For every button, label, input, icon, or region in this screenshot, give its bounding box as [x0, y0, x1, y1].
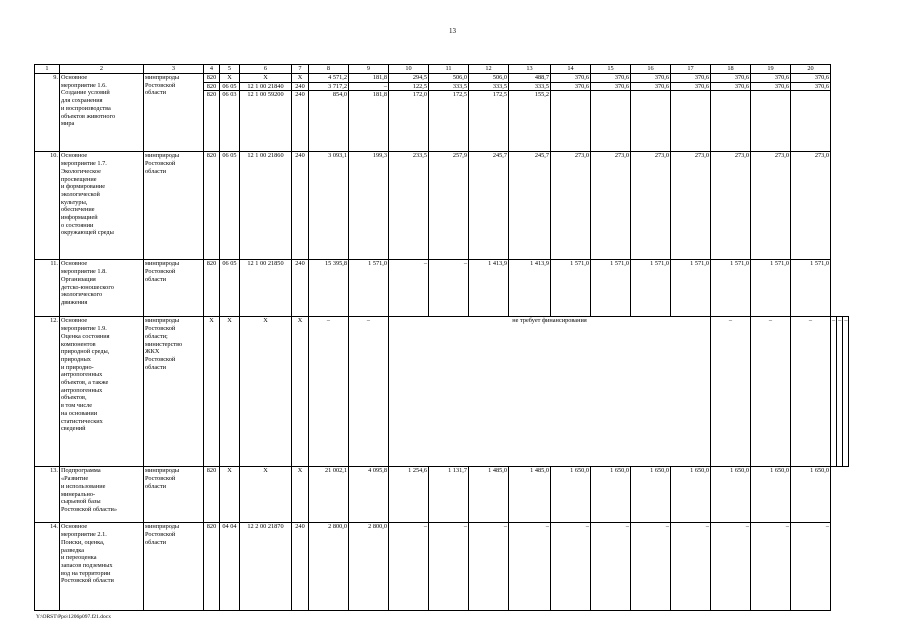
value-cell: 333,5 — [469, 82, 509, 91]
value-cell: 199,3 — [349, 152, 389, 260]
executor-cell — [144, 152, 204, 260]
activity-name-line: Ростовской области» — [61, 505, 118, 513]
value-cell: 370,6 — [671, 82, 711, 91]
table-row — [35, 523, 849, 611]
executor-line: Ростовской — [145, 268, 176, 276]
value-cell: 370,6 — [791, 82, 831, 91]
executor-line: области — [145, 482, 167, 490]
column-number: 1 — [35, 65, 60, 74]
value-cell: 1 485,0 — [469, 467, 509, 523]
activity-name-line: на основании — [61, 409, 98, 417]
budget-table — [34, 64, 849, 611]
page-number: 13 — [449, 27, 456, 35]
value-cell: 06 05 — [220, 152, 240, 260]
activity-name-line: Создание условий — [61, 89, 110, 97]
table-row — [35, 260, 849, 317]
activity-name-line: Основное — [61, 74, 88, 81]
column-number: 7 — [292, 65, 309, 74]
value-cell: 12 2 00 21870 — [240, 523, 292, 611]
value-cell: – — [711, 317, 751, 467]
executor-line: области — [145, 363, 167, 371]
activity-name-line: природных — [61, 355, 91, 363]
value-cell: Х — [240, 467, 292, 523]
activity-name-line: и переоценка — [61, 554, 97, 562]
value-cell: 181,8 — [349, 91, 389, 152]
value-cell: 172,5 — [429, 91, 469, 152]
value-cell: 333,5 — [509, 82, 551, 91]
executor-line: Ростовской — [145, 81, 176, 89]
activity-name-cell — [60, 523, 144, 611]
value-cell: 370,6 — [631, 74, 671, 83]
value-cell: – — [791, 523, 831, 611]
value-cell: 820 — [204, 152, 220, 260]
activity-name-line: вод на территории — [61, 569, 111, 577]
executor-line: Ростовской — [145, 325, 176, 333]
no-funding-note: не требует финансирования — [389, 317, 711, 467]
row-number: 13. — [35, 467, 60, 523]
row-number: 14. — [35, 523, 60, 611]
column-number: 12 — [469, 65, 509, 74]
value-cell: – — [591, 523, 631, 611]
value-cell: 1 571,0 — [791, 260, 831, 317]
executor-cell — [144, 523, 204, 611]
activity-name-line: о состоянии — [61, 221, 94, 229]
executor-line: Ростовской — [145, 475, 176, 483]
activity-name-line: запасов подземных — [61, 561, 113, 569]
activity-name-line: и природно- — [61, 363, 94, 371]
activity-name-line: Основное — [61, 317, 88, 325]
activity-name-line: мероприятие 1.6. — [61, 81, 107, 89]
value-cell: 1 571,0 — [751, 260, 791, 317]
value-cell: 245,7 — [509, 152, 551, 260]
value-cell: 294,5 — [389, 74, 429, 83]
value-cell: – — [791, 317, 831, 467]
value-cell: 370,6 — [551, 74, 591, 83]
activity-name-line: антропогенных — [61, 371, 103, 379]
value-cell: Х — [220, 467, 240, 523]
row-number: 11. — [35, 260, 60, 317]
value-cell: 506,0 — [429, 74, 469, 83]
value-cell — [711, 91, 751, 152]
value-cell: – — [843, 317, 849, 467]
activity-name-line: детско-юношеского — [61, 283, 114, 291]
value-cell: 1 571,0 — [631, 260, 671, 317]
table-body — [35, 65, 849, 611]
value-cell: – — [349, 317, 389, 467]
activity-name-line: объектов, а также — [61, 379, 109, 387]
value-cell: 4 571,2 — [309, 74, 349, 83]
value-cell: 155,2 — [509, 91, 551, 152]
value-cell: 245,7 — [469, 152, 509, 260]
activity-name-line: мероприятие 1.7. — [61, 160, 107, 168]
value-cell: 2 800,0 — [309, 523, 349, 611]
executor-line: минприроды — [145, 260, 180, 268]
value-cell: 273,0 — [551, 152, 591, 260]
value-cell: 1 650,0 — [631, 467, 671, 523]
column-number: 10 — [389, 65, 429, 74]
value-cell: 506,0 — [469, 74, 509, 83]
table-row — [35, 152, 849, 260]
value-cell: 854,0 — [309, 91, 349, 152]
activity-name-line: в том числе — [61, 402, 93, 410]
column-number: 19 — [751, 65, 791, 74]
column-number: 4 — [204, 65, 220, 74]
value-cell: 370,6 — [591, 82, 631, 91]
activity-name-line: сырьевой базы — [61, 498, 101, 506]
executor-cell — [144, 317, 204, 467]
value-cell: 370,6 — [751, 82, 791, 91]
value-cell: 2 800,0 — [349, 523, 389, 611]
executor-line: минприроды — [145, 74, 180, 81]
executor-line: области — [145, 167, 167, 175]
value-cell: 1 571,0 — [711, 260, 751, 317]
value-cell: 1 413,9 — [509, 260, 551, 317]
activity-name-line: Организация — [61, 275, 96, 283]
value-cell — [551, 91, 591, 152]
activity-name-line: мероприятие 2.1. — [61, 531, 107, 539]
row-number: 10. — [35, 152, 60, 260]
value-cell — [751, 91, 791, 152]
value-cell: 820 — [204, 467, 220, 523]
column-number: 20 — [791, 65, 831, 74]
activity-name-line: Экологическое — [61, 167, 101, 175]
value-cell: 273,0 — [591, 152, 631, 260]
value-cell: 1 571,0 — [551, 260, 591, 317]
activity-name-line: просвещение — [61, 175, 97, 183]
value-cell: 122,5 — [389, 82, 429, 91]
row-number: 9. — [35, 74, 60, 152]
table-row — [35, 74, 849, 83]
activity-name-line: разведка — [61, 546, 85, 554]
column-number: 14 — [551, 65, 591, 74]
table-row — [35, 317, 849, 467]
row-number: 12. — [35, 317, 60, 467]
value-cell: 233,5 — [389, 152, 429, 260]
activity-name-cell — [60, 152, 144, 260]
activity-name-line: для сохранения — [61, 97, 103, 105]
value-cell: – — [751, 523, 791, 611]
value-cell: 370,6 — [711, 82, 751, 91]
budget-table-wrapper — [34, 64, 849, 611]
activity-name-line: объектов, — [61, 394, 87, 402]
column-number: 13 — [509, 65, 551, 74]
column-number: 3 — [144, 65, 204, 74]
value-cell: 181,8 — [349, 74, 389, 83]
activity-name-line: и формирование — [61, 183, 106, 191]
value-cell: Х — [240, 74, 292, 83]
activity-name-line: экологического — [61, 291, 103, 299]
value-cell: 273,0 — [631, 152, 671, 260]
value-cell: 1 571,0 — [671, 260, 711, 317]
value-cell: Х — [204, 317, 220, 467]
column-number: 5 — [220, 65, 240, 74]
activity-name-cell — [60, 260, 144, 317]
executor-line: минприроды — [145, 152, 180, 160]
value-cell: 370,6 — [551, 82, 591, 91]
value-cell: – — [389, 260, 429, 317]
activity-name-line: экологической — [61, 190, 100, 198]
value-cell: 240 — [292, 82, 309, 91]
executor-cell — [144, 74, 204, 152]
value-cell: 1 131,7 — [429, 467, 469, 523]
executor-line: Ростовской — [145, 160, 176, 168]
column-number: 16 — [631, 65, 671, 74]
activity-name-line: минерально- — [61, 490, 96, 498]
value-cell: Х — [292, 74, 309, 83]
value-cell: Х — [220, 317, 240, 467]
table-row — [35, 467, 849, 523]
value-cell: 06 05 — [220, 82, 240, 91]
value-cell: 1 571,0 — [591, 260, 631, 317]
value-cell: 1 254,6 — [389, 467, 429, 523]
column-number: 17 — [671, 65, 711, 74]
value-cell: – — [837, 317, 843, 467]
value-cell: 1 650,0 — [711, 467, 751, 523]
column-number: 2 — [60, 65, 144, 74]
value-cell: 370,6 — [591, 74, 631, 83]
value-cell: 06 03 — [220, 91, 240, 152]
activity-name-line: обеспечение — [61, 206, 95, 214]
column-number: 9 — [349, 65, 389, 74]
value-cell: – — [551, 523, 591, 611]
executor-line: области — [145, 275, 167, 283]
value-cell: 333,5 — [429, 82, 469, 91]
activity-name-line: мероприятие 1.8. — [61, 268, 107, 276]
value-cell: Х — [292, 317, 309, 467]
value-cell: 1 650,0 — [671, 467, 711, 523]
value-cell: 12 1 00 21860 — [240, 152, 292, 260]
value-cell: Х — [292, 467, 309, 523]
value-cell: 240 — [292, 260, 309, 317]
value-cell: 370,6 — [751, 74, 791, 83]
executor-cell — [144, 260, 204, 317]
executor-line: области — [145, 89, 167, 97]
value-cell: Х — [220, 74, 240, 83]
value-cell: 370,6 — [791, 74, 831, 83]
value-cell: 06 05 — [220, 260, 240, 317]
value-cell: 240 — [292, 91, 309, 152]
value-cell: 820 — [204, 82, 220, 91]
activity-name-line: объектов животного — [61, 112, 116, 120]
value-cell — [631, 91, 671, 152]
value-cell: 273,0 — [671, 152, 711, 260]
value-cell: 488,7 — [509, 74, 551, 83]
activity-name-line: статистических — [61, 417, 103, 425]
value-cell: 04 04 — [220, 523, 240, 611]
value-cell: – — [309, 317, 349, 467]
executor-line: Ростовской — [145, 355, 176, 363]
value-cell: – — [509, 523, 551, 611]
activity-name-line: окружающей среды — [61, 229, 114, 237]
value-cell: 12 1 00 21850 — [240, 260, 292, 317]
activity-name-line: мира — [61, 120, 75, 128]
value-cell: 1 650,0 — [751, 467, 791, 523]
value-cell — [671, 91, 711, 152]
value-cell: 273,0 — [751, 152, 791, 260]
value-cell: 3 093,1 — [309, 152, 349, 260]
value-cell: 12 1 00 21840 — [240, 82, 292, 91]
value-cell: – — [349, 82, 389, 91]
activity-name-line: антропогенных — [61, 386, 103, 394]
activity-name-line: Основное — [61, 152, 88, 160]
value-cell: 820 — [204, 523, 220, 611]
value-cell: 370,6 — [671, 74, 711, 83]
value-cell: 15 395,8 — [309, 260, 349, 317]
column-number-row — [35, 65, 849, 74]
activity-name-line: компонентов — [61, 340, 96, 348]
activity-name-line: Оценка состояния — [61, 332, 110, 340]
value-cell: 172,5 — [469, 91, 509, 152]
value-cell: 1 650,0 — [551, 467, 591, 523]
executor-line: области; — [145, 332, 168, 340]
value-cell: 273,0 — [711, 152, 751, 260]
value-cell: 1 650,0 — [591, 467, 631, 523]
value-cell: 370,6 — [711, 74, 751, 83]
value-cell: Х — [240, 317, 292, 467]
column-number: 15 — [591, 65, 631, 74]
value-cell: – — [671, 523, 711, 611]
executor-line: области — [145, 538, 167, 546]
value-cell: – — [751, 317, 791, 467]
value-cell: 240 — [292, 523, 309, 611]
activity-name-line: культуры, — [61, 198, 88, 206]
executor-line: минприроды — [145, 317, 180, 325]
value-cell: 21 002,1 — [309, 467, 349, 523]
activity-name-line: Поиски, оценка, — [61, 538, 105, 546]
activity-name-cell — [60, 74, 144, 152]
value-cell: – — [429, 260, 469, 317]
value-cell: 12 1 00 59200 — [240, 91, 292, 152]
value-cell — [591, 91, 631, 152]
activity-name-line: сведений — [61, 425, 86, 433]
activity-name-line: Подпрограмма — [61, 467, 101, 475]
activity-name-line: и воспроизводства — [61, 104, 111, 112]
value-cell: – — [631, 523, 671, 611]
executor-line: Ростовской — [145, 531, 176, 539]
executor-cell — [144, 467, 204, 523]
footer-file-path: Y:\ORST\Ppo\1206p097.f21.docx — [36, 614, 111, 620]
value-cell: 172,0 — [389, 91, 429, 152]
value-cell: 370,6 — [631, 82, 671, 91]
column-number: 8 — [309, 65, 349, 74]
executor-line: минприроды — [145, 523, 180, 531]
value-cell: 257,9 — [429, 152, 469, 260]
activity-name-line: мероприятие 1.9. — [61, 325, 107, 333]
value-cell: 820 — [204, 74, 220, 83]
value-cell — [791, 91, 831, 152]
activity-name-cell — [60, 317, 144, 467]
value-cell: 3 717,2 — [309, 82, 349, 91]
activity-name-cell — [60, 467, 144, 523]
activity-name-line: и использование — [61, 482, 106, 490]
activity-name-line: информацией — [61, 214, 98, 222]
value-cell: – — [469, 523, 509, 611]
activity-name-line: движения — [61, 298, 88, 306]
activity-name-line: Ростовской области — [61, 577, 114, 585]
activity-name-line: Основное — [61, 523, 88, 531]
activity-name-line: Основное — [61, 260, 88, 268]
value-cell: – — [389, 523, 429, 611]
executor-line: министерство — [145, 340, 183, 348]
column-number: 18 — [711, 65, 751, 74]
executor-line: ЖКХ — [145, 348, 160, 356]
value-cell: 1 650,0 — [791, 467, 831, 523]
value-cell: 820 — [204, 260, 220, 317]
value-cell: 1 485,0 — [509, 467, 551, 523]
activity-name-line: «Развитие — [61, 475, 89, 483]
activity-name-line: природной среды, — [61, 348, 110, 356]
value-cell: 1 571,0 — [349, 260, 389, 317]
column-number: 11 — [429, 65, 469, 74]
value-cell: 273,0 — [791, 152, 831, 260]
value-cell: 240 — [292, 152, 309, 260]
value-cell: – — [711, 523, 751, 611]
executor-line: минприроды — [145, 467, 180, 475]
column-number: 6 — [240, 65, 292, 74]
value-cell: – — [429, 523, 469, 611]
value-cell: 4 095,8 — [349, 467, 389, 523]
value-cell: – — [831, 317, 837, 467]
value-cell: 820 — [204, 91, 220, 152]
value-cell: 1 413,9 — [469, 260, 509, 317]
